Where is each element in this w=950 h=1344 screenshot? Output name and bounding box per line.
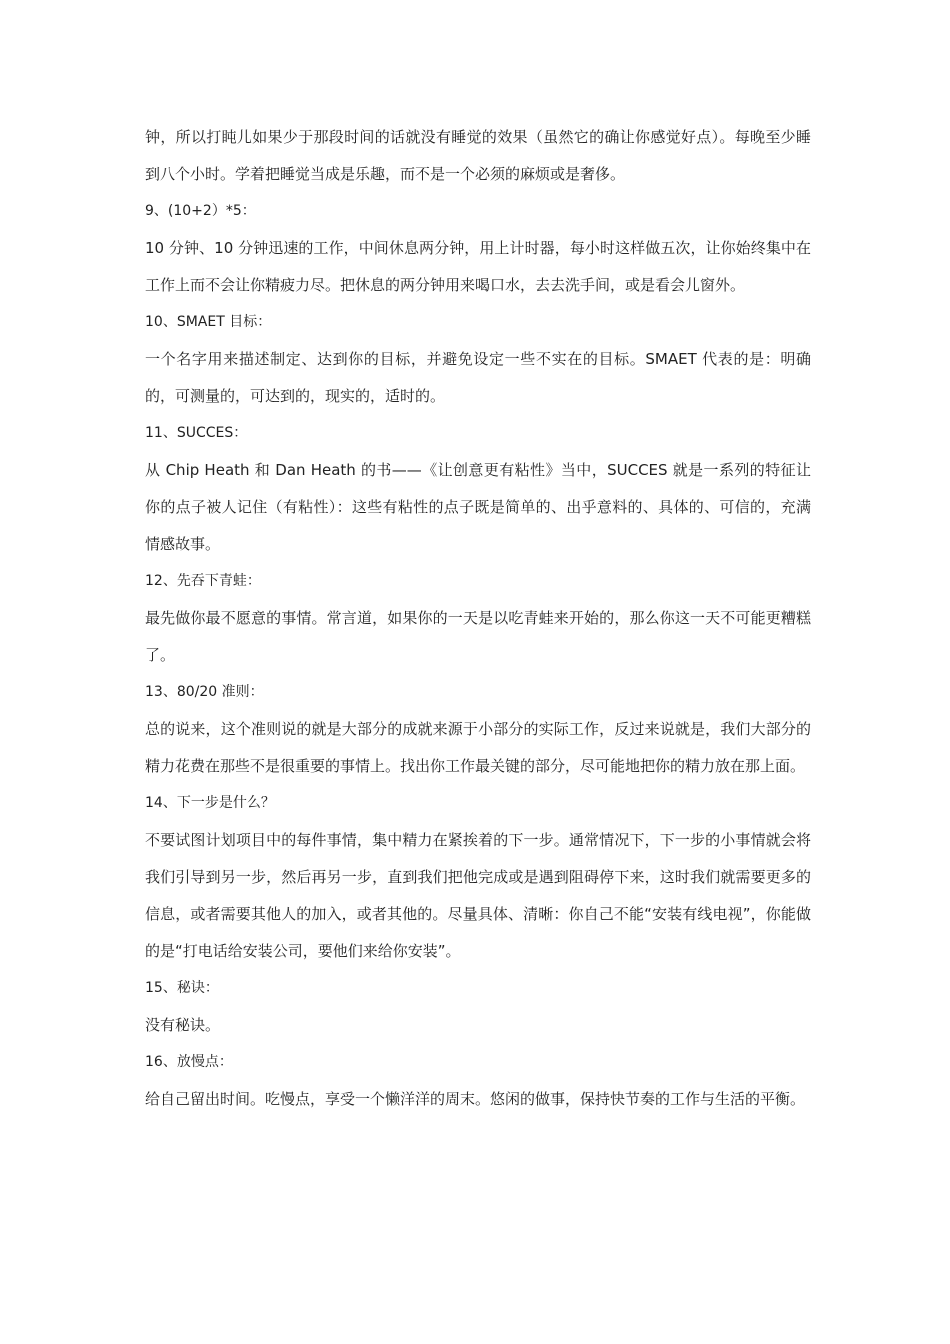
heading-succes: 11、SUCCES： bbox=[145, 425, 248, 441]
paragraph-10-plus-2: 10 分钟、10 分钟迅速的工作，中间休息两分钟，用上计时器，每小时这样做五次，让你始终集中在工作上而不会让你精疲力尽。把休息的两分钟用来喝口水，去去洗手间，或是看会儿窗外。 bbox=[145, 239, 811, 294]
heading-slow-down: 16、放慢点： bbox=[145, 1054, 233, 1070]
heading-next-step: 14、下一步是什么？ bbox=[145, 795, 275, 811]
paragraph-slow-down: 给自己留出时间。吃慢点，享受一个懒洋洋的周末。悠闲的做事，保持快节奏的工作与生活的平衡。 bbox=[145, 1090, 806, 1108]
paragraph-sleep: 钟，所以打盹儿如果少于那段时间的话就没有睡觉的效果（虽然它的确让你感觉好点）。每晚至少睡到八个小时。学着把睡觉当成是乐趣，而不是一个必须的麻烦或是奢侈。 bbox=[145, 128, 811, 183]
heading-10-plus-2: 9、(10+2）*5： bbox=[145, 203, 256, 219]
paragraph-secret: 没有秘诀。 bbox=[145, 1016, 221, 1034]
paragraph-smaet: 一个名字用来描述制定、达到你的目标，并避免设定一些不实在的目标。SMAET 代表的是：明确的，可测量的，可达到的，现实的，适时的。 bbox=[145, 350, 811, 405]
heading-80-20: 13、80/20 准则： bbox=[145, 684, 264, 700]
paragraph-eat-frog: 最先做你最不愿意的事情。常言道，如果你的一天是以吃青蛙来开始的，那么你这一天不可能更糟糕了。 bbox=[145, 609, 811, 664]
heading-smaet: 10、SMAET 目标： bbox=[145, 314, 272, 330]
paragraph-succes: 从 Chip Heath 和 Dan Heath 的书——《让创意更有粘性》当中，SUCCES 就是一系列的特征让你的点子被人记住（有粘性）：这些有粘性的点子既是简单的、出乎意料的、具体的、可信的，充满情感故事。 bbox=[145, 461, 811, 553]
paragraph-next-step: 不要试图计划项目中的每件事情，集中精力在紧挨着的下一步。通常情况下，下一步的小事情就会将我们引导到另一步，然后再另一步，直到我们把他完成或是遇到阻碍停下来，这时我们就需要更多的信息，或者需要其他人的加入，或者其他的。尽量具体、清晰：你自己不能“安装有线电视”，你能做的是“打电话给安装公司，要他们来给你安装”。 bbox=[145, 831, 811, 960]
paragraph-80-20: 总的说来，这个准则说的就是大部分的成就来源于小部分的实际工作，反过来说就是，我们大部分的精力花费在那些不是很重要的事情上。找出你工作最关键的部分，尽可能地把你的精力放在那上面。 bbox=[145, 720, 811, 775]
heading-eat-frog: 12、先吞下青蛙： bbox=[145, 573, 261, 589]
heading-secret: 15、秘诀： bbox=[145, 980, 219, 996]
document-page bbox=[145, 119, 811, 1118]
